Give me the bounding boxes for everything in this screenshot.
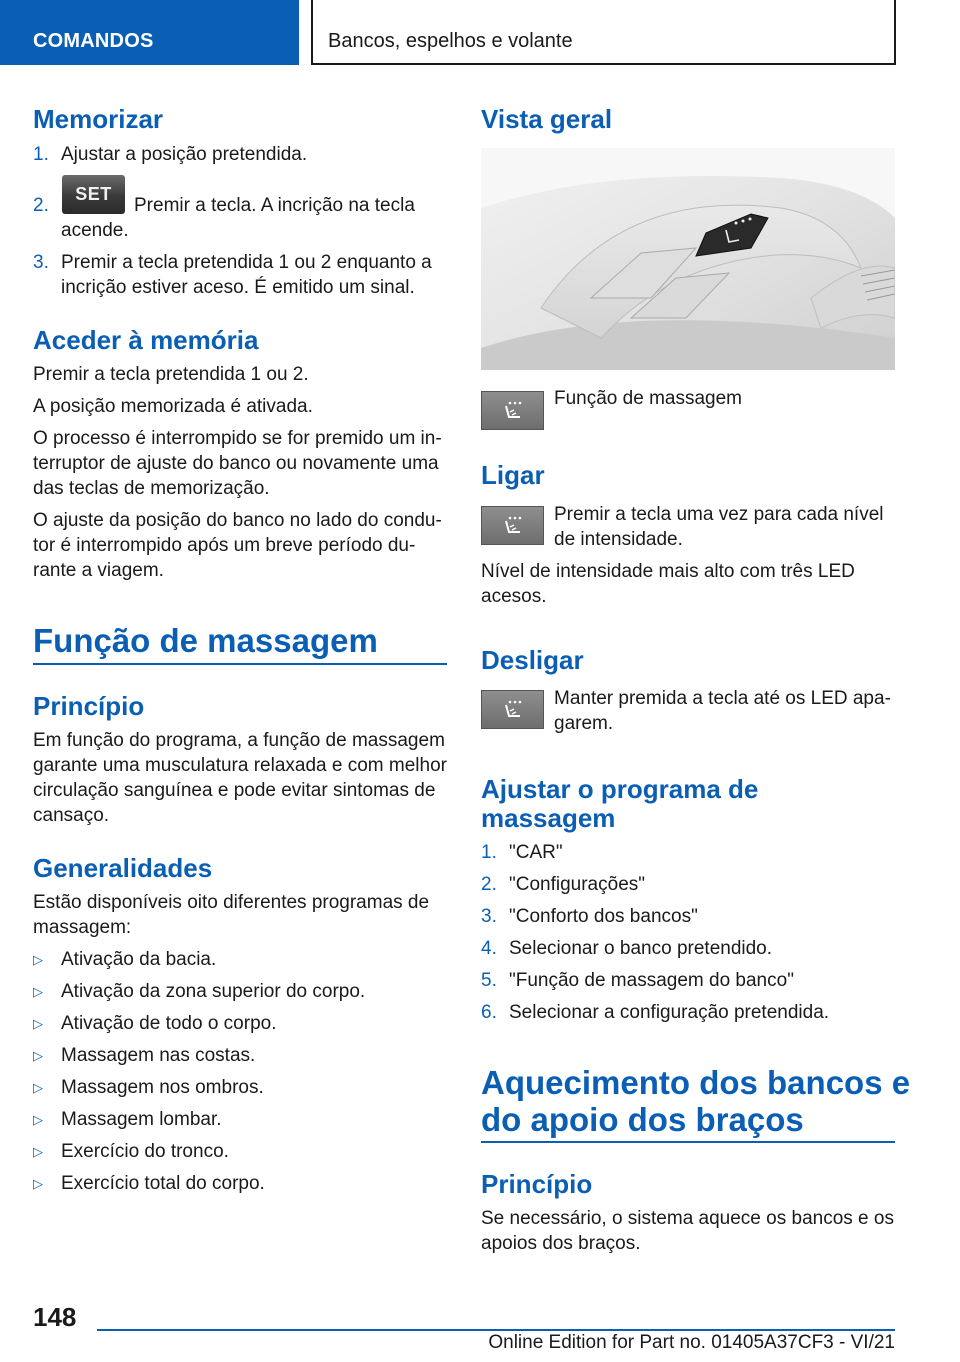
paragraph: Premir a tecla uma vez para cada nível xyxy=(554,504,884,525)
list-item: Massagem lombar. xyxy=(61,1109,222,1130)
heading-aquecimento: Aquecimento dos bancos e xyxy=(481,1064,911,1101)
step-text: Selecionar o banco pretendido. xyxy=(509,938,773,959)
paragraph: apoios dos braços. xyxy=(481,1233,641,1254)
step-text: "Configurações" xyxy=(509,874,646,895)
step-text: Premir a tecla pretendida 1 ou 2 enquanto a xyxy=(61,252,432,273)
bullet-icon: ▷ xyxy=(33,1144,43,1159)
step-number: 1. xyxy=(481,842,497,863)
chapter-tab xyxy=(311,0,896,65)
massage-button-photo xyxy=(481,148,895,370)
heading-desligar: Desligar xyxy=(481,645,584,675)
paragraph: circulação sanguínea e pode evitar sintomas de xyxy=(33,780,436,801)
list-item: Massagem nas costas. xyxy=(61,1045,256,1066)
list-item: Ativação da zona superior do corpo. xyxy=(61,981,366,1002)
paragraph: A posição memorizada é ativada. xyxy=(33,396,313,417)
paragraph: das teclas de memorização. xyxy=(33,478,270,499)
step-text-cont: acende. xyxy=(61,220,129,241)
heading-rule xyxy=(33,663,447,665)
paragraph: Estão disponíveis oito diferentes programas de xyxy=(33,892,430,913)
heading-ajustar-cont: massagem xyxy=(481,803,616,833)
bullet-icon: ▷ xyxy=(33,984,43,999)
heading-aquecimento-cont: do apoio dos braços xyxy=(481,1101,804,1138)
paragraph: massagem: xyxy=(33,917,132,938)
heading-ligar: Ligar xyxy=(481,460,545,490)
massage-seat-icon xyxy=(481,506,544,545)
heading-rule xyxy=(481,1141,895,1143)
list-item: Exercício total do corpo. xyxy=(61,1173,265,1194)
heading-vista-geral: Vista geral xyxy=(481,104,613,134)
massage-seat-glyph xyxy=(500,400,528,422)
door-panel-illustration xyxy=(481,148,895,370)
step-number: 5. xyxy=(481,970,497,991)
heading-memorizar: Memorizar xyxy=(33,104,164,134)
bullet-icon: ▷ xyxy=(33,1112,43,1127)
heading-funcao-massagem: Função de massagem xyxy=(33,622,378,659)
set-key-icon xyxy=(62,175,125,214)
list-item: Ativação de todo o corpo. xyxy=(61,1013,277,1034)
heading-principio: Princípio xyxy=(33,691,145,721)
paragraph: garante uma musculatura relaxada e com melhor xyxy=(33,755,447,776)
chapter-label: Bancos, espelhos e volante xyxy=(328,30,573,52)
bullet-icon: ▷ xyxy=(33,1048,43,1063)
heading-principio-right: Princípio xyxy=(481,1169,593,1199)
paragraph: terruptor de ajuste do banco ou novamente uma xyxy=(33,453,439,474)
paragraph: cansaço. xyxy=(33,805,110,826)
bullet-icon: ▷ xyxy=(33,952,43,967)
paragraph: Manter premida a tecla até os LED apa- xyxy=(554,688,891,709)
bullet-icon: ▷ xyxy=(33,1080,43,1095)
icon-caption: Função de massagem xyxy=(554,388,742,409)
paragraph: Premir a tecla pretendida 1 ou 2. xyxy=(33,364,309,385)
list-item: Massagem nos ombros. xyxy=(61,1077,264,1098)
massage-seat-icon xyxy=(481,690,544,729)
paragraph: de intensidade. xyxy=(554,529,683,550)
set-key-label: SET xyxy=(75,184,112,204)
footer-edition: Online Edition for Part no. 01405A37CF3 - VI/21 xyxy=(488,1332,895,1353)
list-item: Exercício do tronco. xyxy=(61,1141,229,1162)
paragraph: O ajuste da posição do banco no lado do condu- xyxy=(33,510,442,531)
heading-generalidades: Generalidades xyxy=(33,853,213,883)
paragraph: acesos. xyxy=(481,586,547,607)
massage-seat-icon xyxy=(481,391,544,430)
step-text-cont: incrição estiver aceso. É emitido um sinal. xyxy=(61,277,415,298)
paragraph: O processo é interrompido se for premido um in- xyxy=(33,428,442,449)
section-label: COMANDOS xyxy=(33,30,154,52)
step-number: 2. xyxy=(33,195,49,216)
massage-seat-glyph xyxy=(500,699,528,721)
step-text: "CAR" xyxy=(509,842,563,863)
step-number: 6. xyxy=(481,1002,497,1023)
heading-aceder: Aceder à memória xyxy=(33,325,259,355)
step-text: Ajustar a posição pretendida. xyxy=(61,144,308,165)
step-text: "Função de massagem do banco" xyxy=(509,970,794,991)
step-text: "Conforto dos bancos" xyxy=(509,906,698,927)
paragraph: Nível de intensidade mais alto com três LED xyxy=(481,561,855,582)
paragraph: Se necessário, o sistema aquece os bancos e os xyxy=(481,1208,894,1229)
paragraph: tor é interrompido após um breve período du- xyxy=(33,535,416,556)
paragraph: rante a viagem. xyxy=(33,560,164,581)
step-text: Selecionar a configuração pretendida. xyxy=(509,1002,830,1023)
page-number: 148 xyxy=(33,1302,77,1332)
step-number: 4. xyxy=(481,938,497,959)
bullet-icon: ▷ xyxy=(33,1176,43,1191)
bullet-icon: ▷ xyxy=(33,1016,43,1031)
step-number: 1. xyxy=(33,144,49,165)
step-number: 2. xyxy=(481,874,497,895)
heading-ajustar: Ajustar o programa de xyxy=(481,774,759,804)
section-tab xyxy=(0,0,299,65)
footer-rule xyxy=(97,1329,895,1331)
list-item: Ativação da bacia. xyxy=(61,949,217,970)
massage-seat-glyph xyxy=(500,515,528,537)
step-number: 3. xyxy=(33,252,49,273)
step-number: 3. xyxy=(481,906,497,927)
step-text: Premir a tecla. A incrição na tecla xyxy=(134,195,415,216)
paragraph: Em função do programa, a função de massagem xyxy=(33,730,445,751)
paragraph: garem. xyxy=(554,713,614,734)
